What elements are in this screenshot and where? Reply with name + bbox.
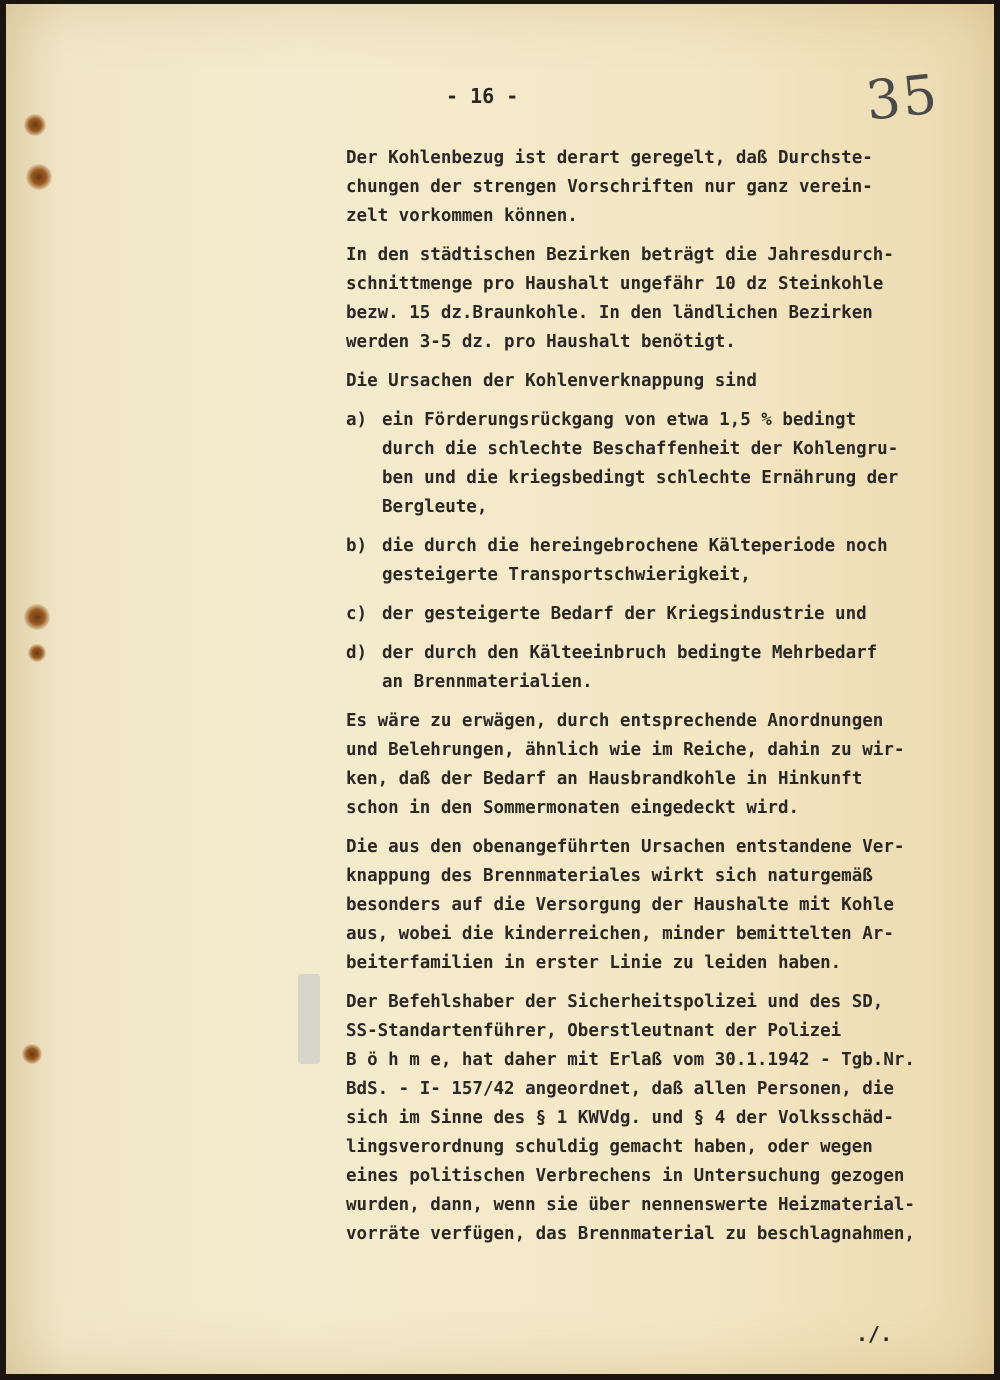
document-body: [346, 144, 971, 1259]
list-item: [346, 406, 971, 522]
list-item-label: c): [346, 604, 368, 624]
list-item: [346, 600, 971, 629]
paragraph: Es wäre zu erwägen, durch entsprechende Anordnungen und Belehrungen, ähnlich wie im Reiche, dahin zu wir- ken, daß der Bedarf an Hausbrandkohle in Hinkunft schon in den Sommermonaten eingedeckt wird.: [346, 711, 905, 818]
list-item-label: d): [346, 643, 368, 663]
list-item-text: die durch die hereingebrochene Kälteperiode noch gesteigerte Transportschwierigkeit,: [382, 536, 888, 585]
rust-stain: [24, 114, 46, 136]
continuation-mark: ./.: [856, 1322, 893, 1346]
list-item-label: a): [346, 410, 368, 430]
document-page: [6, 4, 994, 1374]
page-number: - 16 -: [446, 84, 519, 108]
handwritten-folio-number: 35: [862, 62, 942, 133]
blue-ink-mark: [298, 974, 320, 1064]
rust-stain: [28, 644, 46, 662]
paragraph: In den städtischen Bezirken beträgt die Jahresdurch- schnittmenge pro Haushalt ungefähr 10 dz Steinkohle bezw. 15 dz.Braunkohle. In den ländlichen Bezirken werden 3-5 dz. pro Haushalt benötigt.: [346, 245, 894, 352]
list-item: [346, 532, 971, 590]
paragraph: Die Ursachen der Kohlenverknappung sind: [346, 371, 757, 391]
rust-stain: [26, 164, 52, 190]
list-item-text: ein Förderungsrückgang von etwa 1,5 % bedingt durch die schlechte Beschaffenheit der Kohlengru- ben und die kriegsbedingt schlechte Ernährung der Bergleute,: [382, 410, 899, 517]
list-item-text: der durch den Kälteeinbruch bedingte Mehrbedarf an Brennmaterialien.: [382, 643, 878, 692]
rust-stain: [22, 1044, 42, 1064]
list-item-text: der gesteigerte Bedarf der Kriegsindustrie und: [382, 604, 867, 624]
rust-stain: [24, 604, 50, 630]
paragraph: Der Kohlenbezug ist derart geregelt, daß Durchste- chungen der strengen Vorschriften nur ganz verein- zelt vorkommen können.: [346, 148, 873, 226]
paragraph: Der Befehlshaber der Sicherheitspolizei und des SD, SS-Standartenführer, Oberstleutnant der Polizei B ö h m e, hat daher mit Erlaß vom 30.1.1942 - Tgb.Nr. BdS. - I- 157/42 angeordnet, daß allen Personen, die sich im Sinne des § 1 KWVdg. und § 4 der Volksschäd- lingsverordnung schuldig gemacht haben, oder wegen eines politischen Verbrechens in Untersuchung gezogen wurden, dann, wenn sie über nennenswerte Heizmaterial- vorräte verfügen, das Brennmaterial zu beschlagnahmen,: [346, 992, 915, 1244]
list-item: [346, 639, 971, 697]
list-item-label: b): [346, 536, 368, 556]
paragraph: Die aus den obenangeführten Ursachen entstandene Ver- knappung des Brennmateriales wirkt sich naturgemäß besonders auf die Versorgung der Haushalte mit Kohle aus, wobei die kinderreichen, minder bemittelten Ar- beiterfamilien in erster Linie zu leiden haben.: [346, 837, 905, 973]
